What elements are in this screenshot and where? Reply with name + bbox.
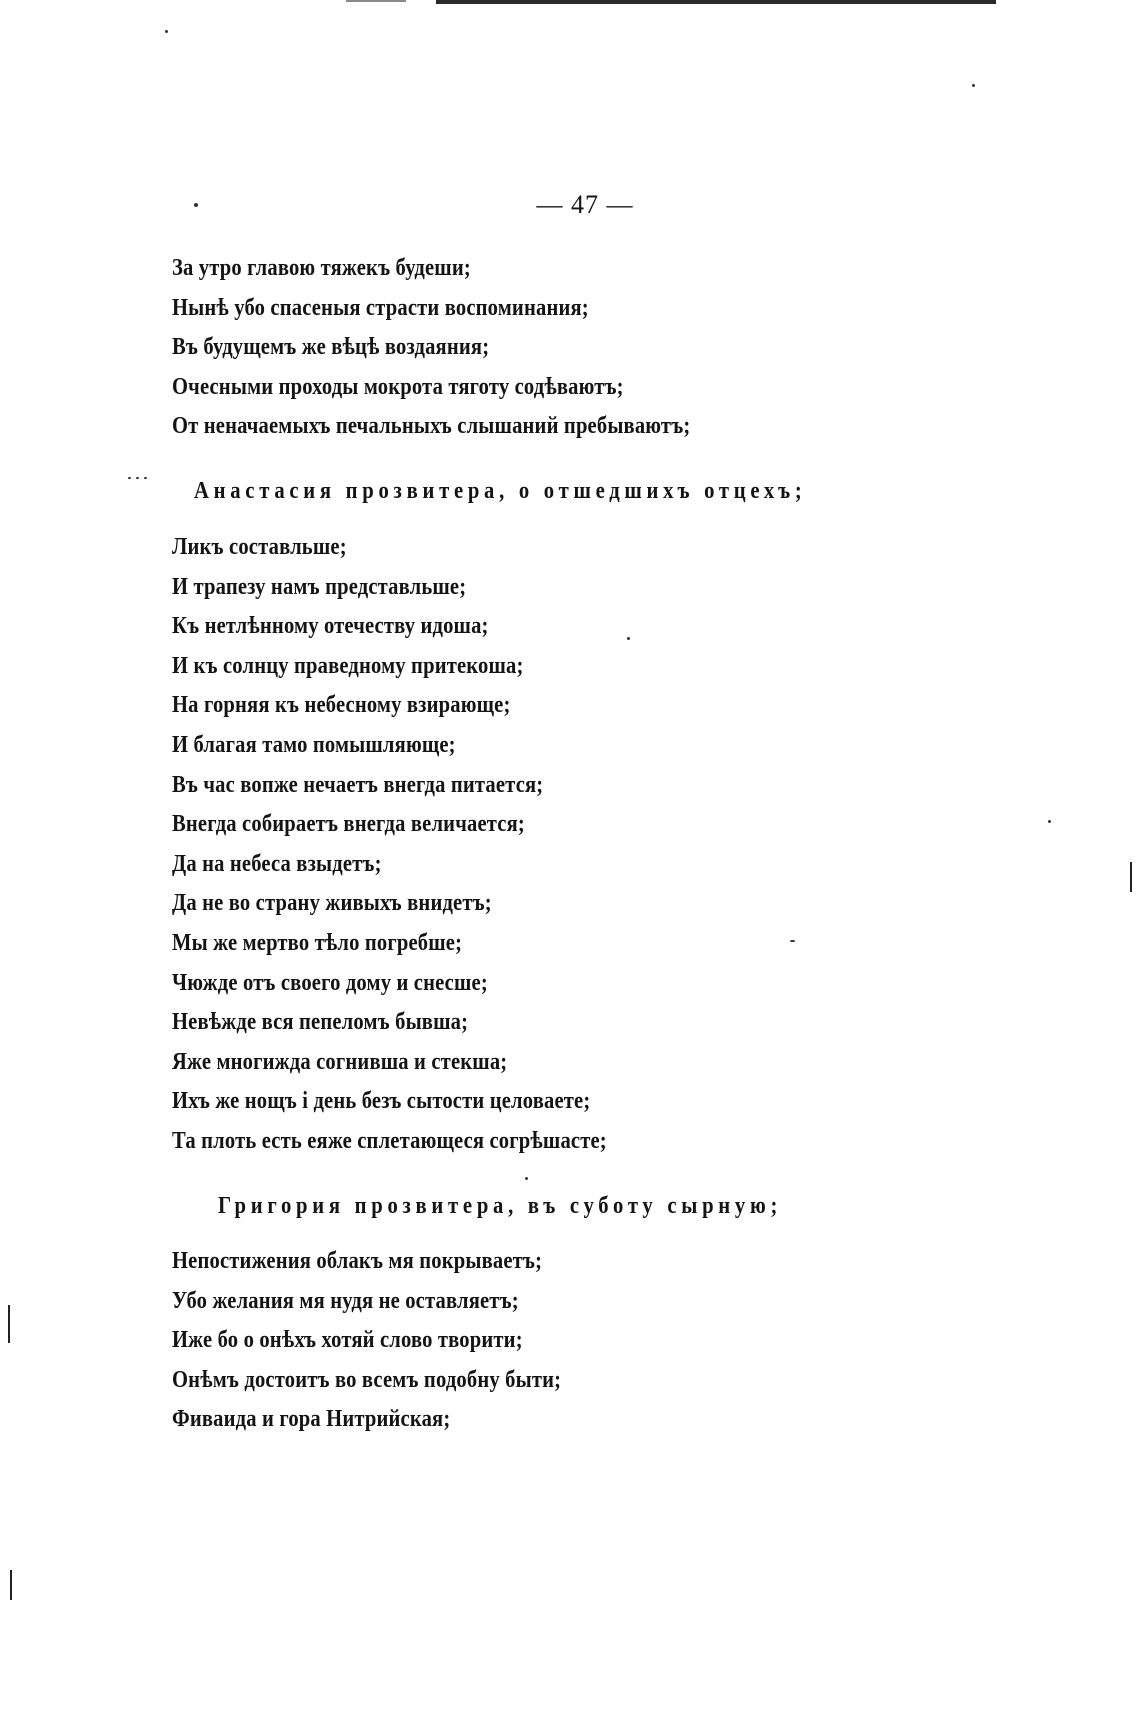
verse-line: Ликъ составльше;	[172, 533, 347, 560]
scan-speck	[525, 1177, 528, 1180]
verse-line: Въ час вопже нечаетъ внегда питается;	[172, 770, 544, 798]
verse-line: Фиваида и гора Нитрийская;	[172, 1405, 451, 1433]
verse-line: Онѣмъ достоитъ во всемъ подобну быти;	[172, 1365, 562, 1393]
verse-line: От неначаемыхъ печальныхъ слышаний пребываютъ;	[172, 412, 691, 440]
verse-line: И къ солнцу праведному притекоша;	[172, 651, 524, 679]
verse-block-anastasius	[172, 527, 690, 1161]
verse-line: Иже бо о онѣхъ хотяй слово творити;	[172, 1326, 523, 1354]
verse-line: Та плоть есть еяже сплетающеся согрѣшасте;	[172, 1126, 607, 1154]
verse-line: Да на небеса взыдетъ;	[172, 849, 382, 877]
verse-line: Невѣжде вся пепеломъ бывша;	[172, 1008, 469, 1036]
verse-line: Мы же мертво тѣло погребше;	[172, 928, 463, 956]
verse-line: Нынѣ убо спасеныя страсти воспоминания;	[172, 293, 589, 321]
verse-line: За утро главою тяжекъ будеши;	[172, 254, 471, 281]
scan-edge-mark	[346, 0, 406, 2]
scan-speck	[128, 477, 131, 479]
verse-block-opening	[172, 248, 789, 446]
verse-line: Внегда собираетъ внегда величается;	[172, 810, 525, 838]
verse-line: На горняя къ небесному взирающе;	[172, 691, 511, 719]
scan-margin-mark	[1130, 862, 1132, 892]
scan-speck	[790, 940, 795, 942]
verse-line: Къ нетлѣнному отечеству идоша;	[172, 612, 489, 640]
page-number: — 47 —	[536, 190, 634, 219]
verse-line: И трапезу намъ представльше;	[172, 572, 467, 600]
scan-speck	[136, 477, 139, 479]
verse-line: Ихъ же нощъ і день безъ сытости целоваете;	[172, 1087, 591, 1115]
verse-line: Яже многижда согнивша и стекша;	[172, 1047, 508, 1075]
section-heading-anastasius: Анастасия прозвитера, о отшедшихъ отцехъ;	[194, 478, 807, 504]
scan-margin-mark	[8, 1305, 10, 1343]
verse-line: Да не во страну живыхъ внидетъ;	[172, 889, 492, 917]
verse-line: Въ будущемъ же вѣцѣ воздаяния;	[172, 333, 490, 361]
scan-speck	[1048, 820, 1051, 823]
verse-line: И благая тамо помышляюще;	[172, 730, 456, 758]
section-heading-gregory: Григория прозвитера, въ суботу сырную;	[218, 1193, 783, 1219]
verse-line: Очесными проходы мокрота тяготу содѣваютъ;	[172, 372, 624, 400]
verse-block-gregory	[172, 1241, 635, 1439]
scan-edge-top	[436, 0, 996, 4]
scan-margin-mark	[10, 1570, 12, 1600]
scan-speck	[144, 477, 147, 479]
verse-line: Убо желания мя нудя не оставляетъ;	[172, 1286, 519, 1314]
scan-speck	[972, 84, 975, 87]
verse-line: Непостижения облакъ мя покрываетъ;	[172, 1247, 543, 1274]
verse-line: Чюжде отъ своего дому и снесше;	[172, 968, 488, 996]
scan-speck	[165, 30, 168, 33]
